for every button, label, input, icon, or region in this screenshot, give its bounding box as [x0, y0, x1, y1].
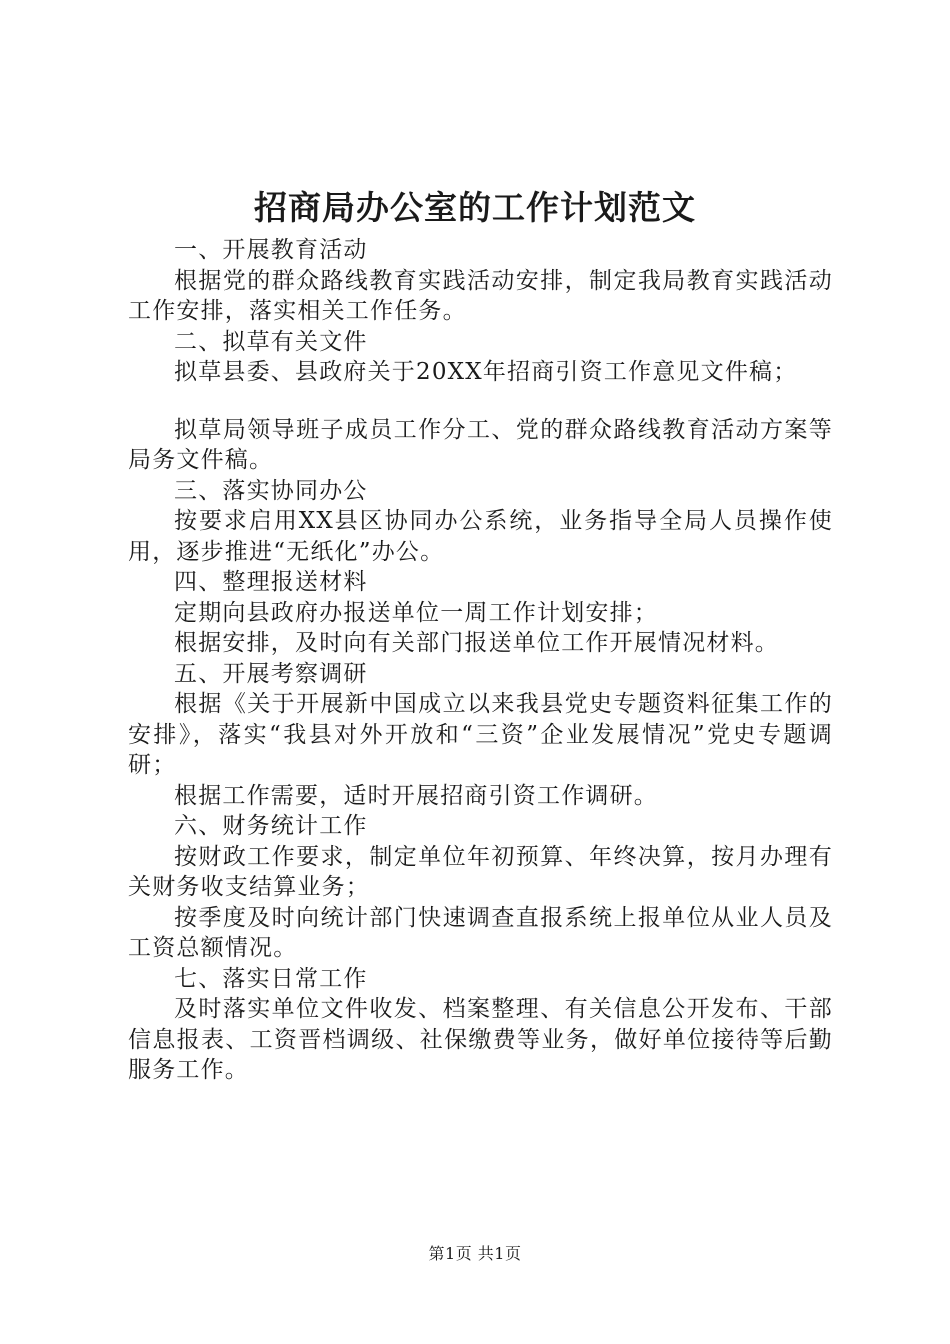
paragraph: 拟草局领导班子成员工作分工、党的群众路线教育活动方案等局务文件稿。 — [128, 416, 833, 473]
section-heading: 七、落实日常工作 — [174, 965, 368, 992]
paragraph: 及时落实单位文件收发、档案整理、有关信息公开发布、干部信息报表、工资晋档调级、社保缴费等业务，做好单位接待等后勤服务工作。 — [128, 996, 833, 1083]
paragraph: 根据党的群众路线教育实践活动安排，制定我局教育实践活动工作安排，落实相关工作任务。 — [128, 267, 833, 324]
section-heading: 一、开展教育活动 — [174, 237, 368, 263]
paragraph: 按季度及时向统计部门快速调查直报系统上报单位从业人员及工资总额情况。 — [128, 904, 833, 961]
document-body — [128, 235, 833, 1086]
paragraph: 定期向县政府办报送单位一周工作计划安排； — [174, 599, 658, 626]
section-heading: 四、整理报送材料 — [174, 569, 368, 595]
paragraph: 根据《关于开展新中国成立以来我县党史专题资料征集工作的安排》，落实“我县对外开放和“三资”企业发展情况”党史专题调研； — [128, 691, 833, 778]
section-heading: 二、拟草有关文件 — [174, 328, 368, 355]
paragraph: 拟草县委、县政府关于20XX年招商引资工作意见文件稿； — [174, 359, 798, 385]
paragraph: 按要求启用XX县区协同办公系统，业务指导全局人员操作使用，逐步推进“无纸化”办公。 — [128, 508, 833, 565]
paragraph: 根据安排，及时向有关部门报送单位工作开展情况材料。 — [174, 630, 779, 656]
paragraph: 根据工作需要，适时开展招商引资工作调研。 — [174, 782, 658, 809]
section-heading: 三、落实协同办公 — [174, 477, 368, 504]
section-heading: 六、财务统计工作 — [174, 813, 368, 839]
paragraph: 按财政工作要求，制定单位年初预算、年终决算，按月办理有关财务收支结算业务； — [128, 843, 833, 900]
page-footer: 第1页 共1页 — [428, 1244, 522, 1263]
document-title: 招商局办公室的工作计划范文 — [254, 188, 696, 227]
section-heading: 五、开展考察调研 — [174, 660, 368, 687]
